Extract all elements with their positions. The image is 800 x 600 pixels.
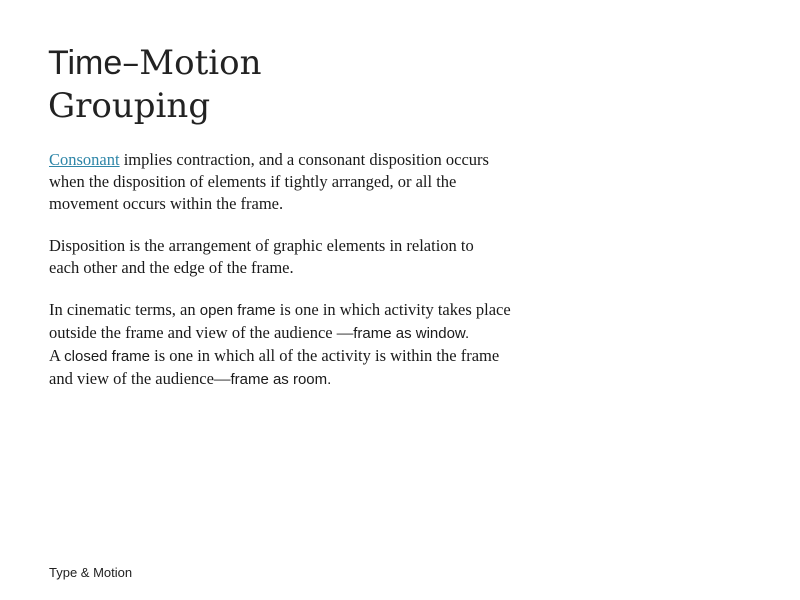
- paragraph-consonant: [49, 149, 649, 215]
- slide-body: [49, 149, 649, 391]
- paragraph-text: .: [327, 371, 332, 388]
- term-open-frame: open frame: [199, 302, 276, 319]
- slide-title: [48, 42, 648, 128]
- paragraph-text: movement occurs within the frame.: [49, 194, 284, 213]
- term-frame-as-room: frame as room: [230, 371, 328, 388]
- title-word-grouping: Grouping: [48, 86, 211, 126]
- paragraph-text: outside the frame and view of the audience —: [49, 323, 354, 342]
- paragraph-text: each other and the edge of the frame.: [49, 258, 294, 277]
- title-dash: –: [122, 43, 140, 83]
- paragraph-text: .: [464, 325, 470, 342]
- paragraph-text: is one in which all of the activity is within the frame: [150, 346, 500, 365]
- term-closed-frame: closed frame: [64, 348, 151, 365]
- title-word-motion: Motion: [139, 43, 262, 83]
- slide-footer: Type & Motion: [49, 565, 133, 580]
- paragraph-text: In cinematic terms, an: [49, 300, 200, 319]
- consonant-link[interactable]: Consonant: [49, 150, 120, 169]
- paragraph-text: is one in which activity takes place: [275, 300, 511, 319]
- paragraph-text: Disposition is the arrangement of graphic elements in relation to: [49, 236, 474, 255]
- paragraph-disposition: [49, 235, 649, 279]
- paragraph-frames: [49, 299, 649, 391]
- term-frame-as-window: frame as window: [353, 325, 465, 342]
- title-word-time: Time: [48, 44, 123, 82]
- paragraph-text: when the disposition of elements if tightly arranged, or all the: [49, 172, 457, 191]
- paragraph-text: implies contraction, and a consonant disposition occurs: [119, 150, 489, 169]
- paragraph-text: A: [49, 346, 65, 365]
- paragraph-text: and view of the audience—: [49, 369, 231, 388]
